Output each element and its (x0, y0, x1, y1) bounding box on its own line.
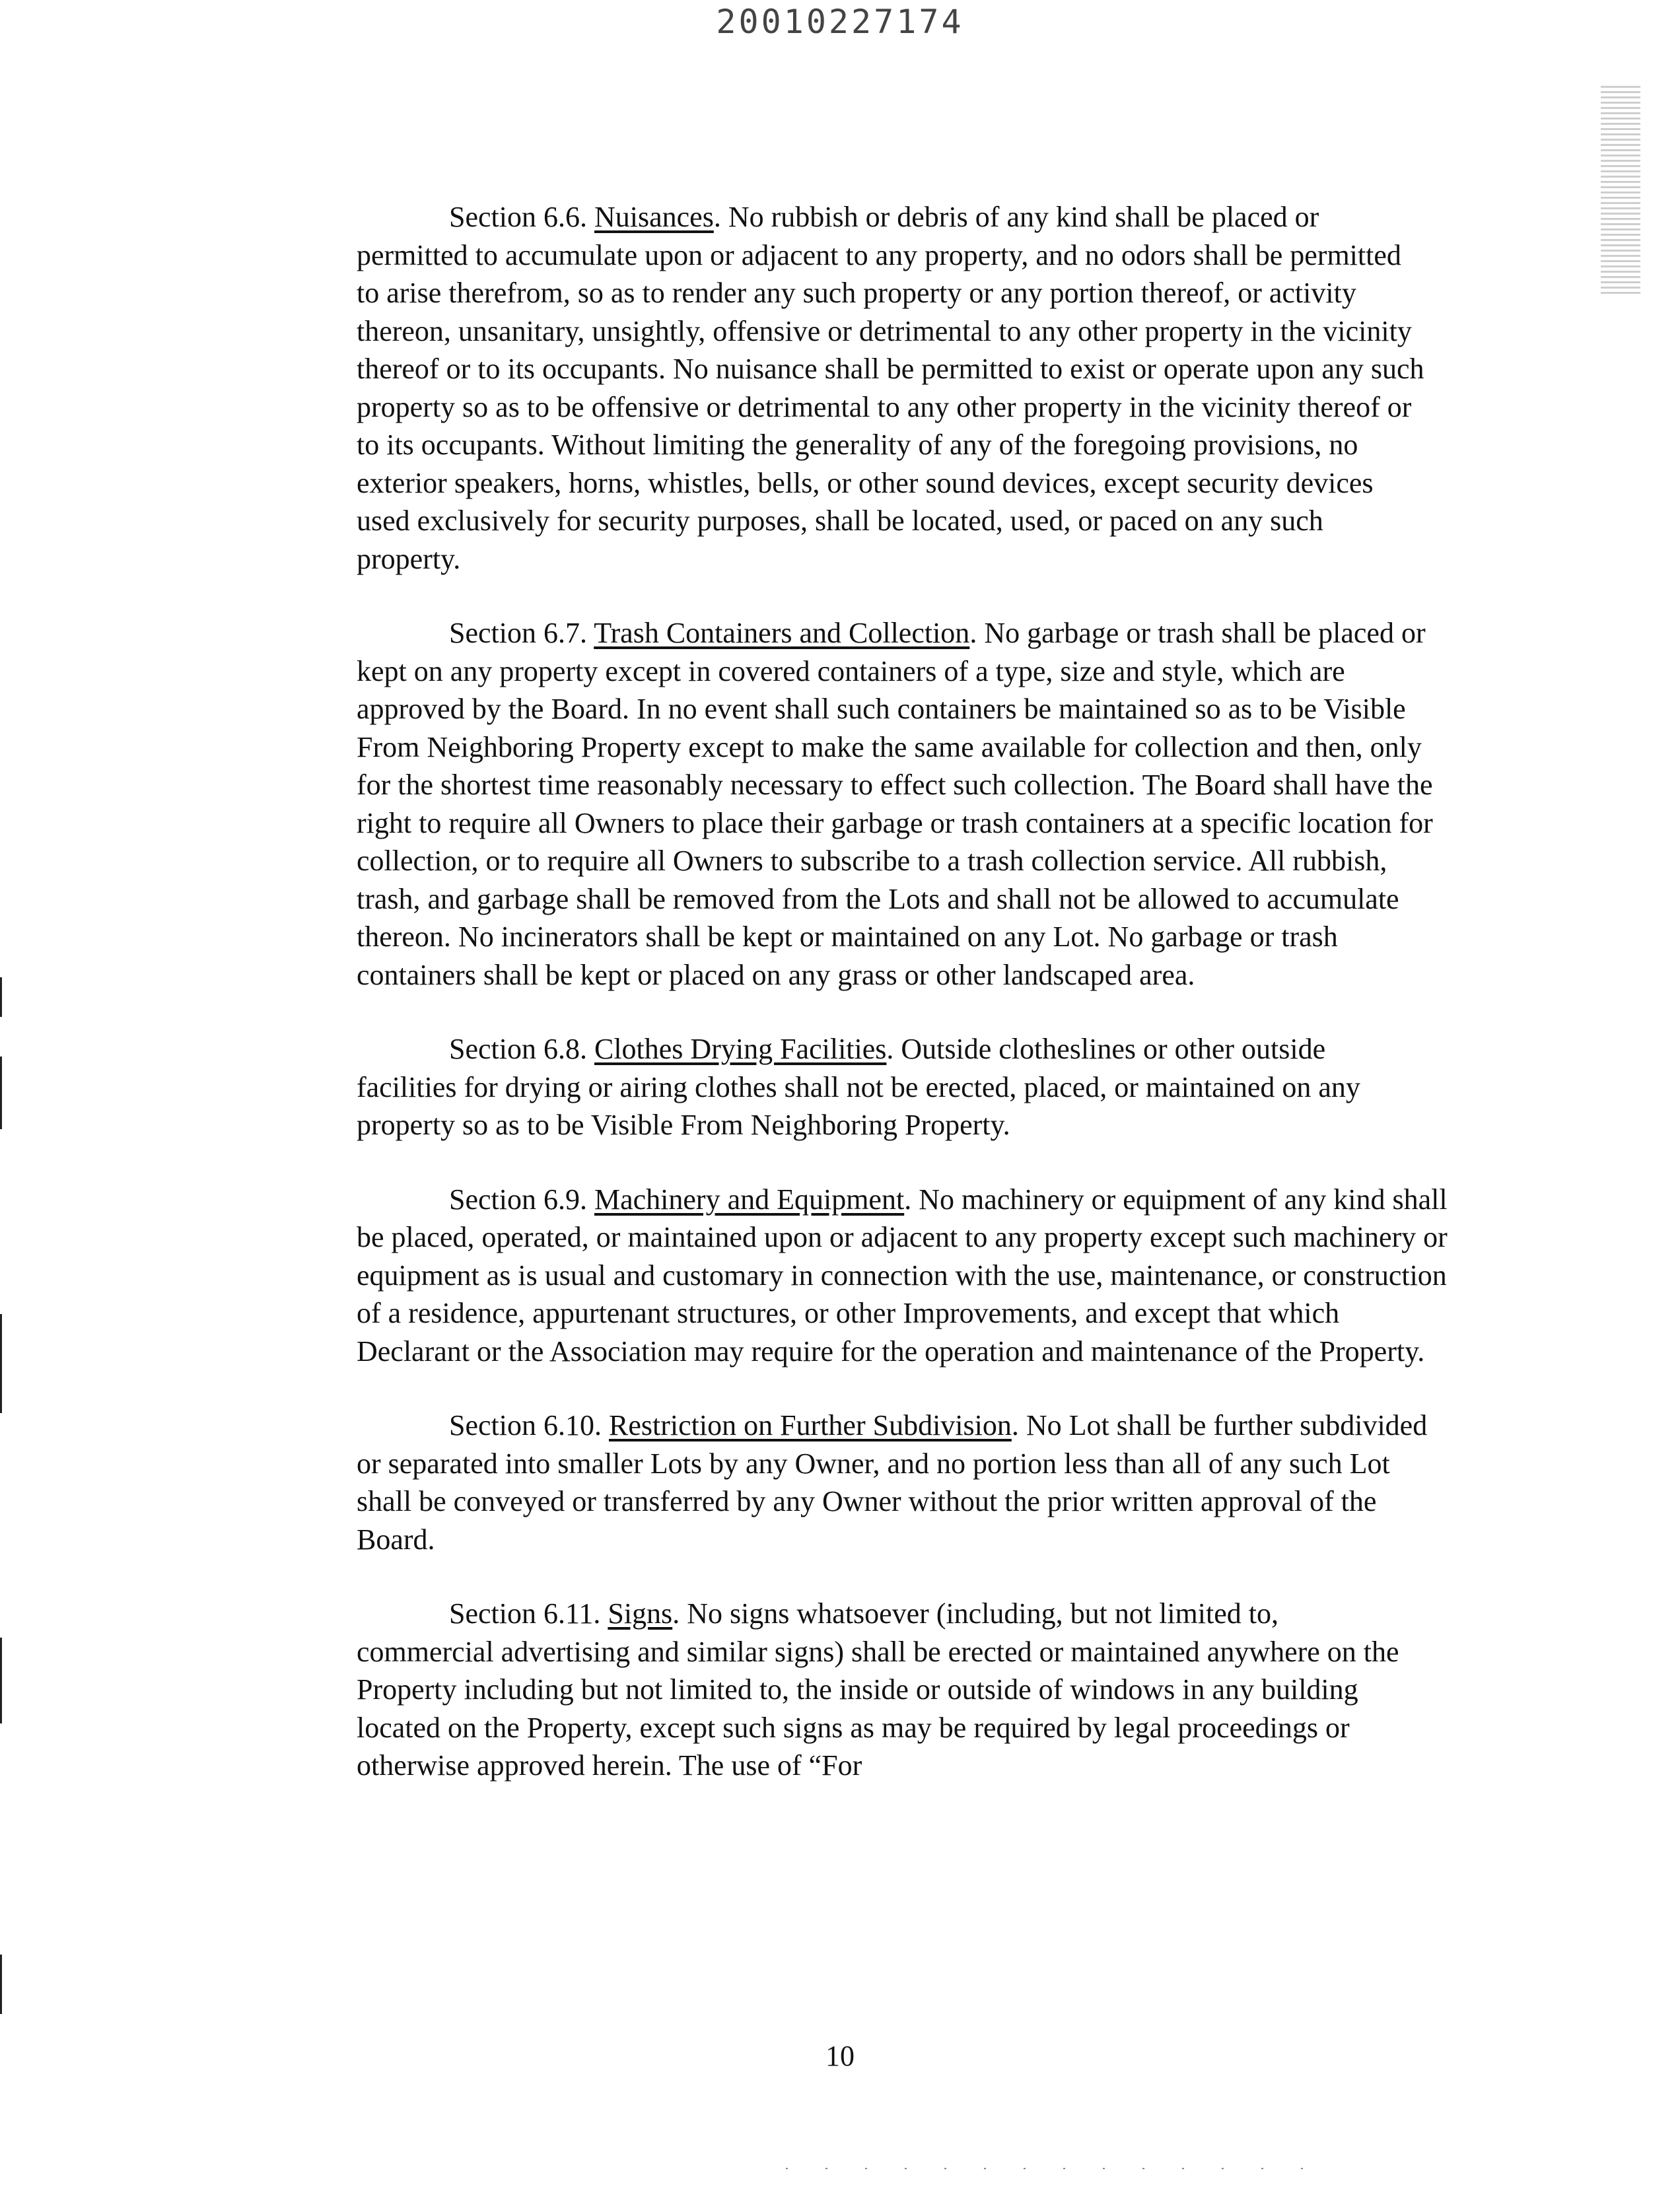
section-title: Nuisances (594, 201, 714, 233)
section-6-9 (357, 1181, 1453, 1371)
document-number: 20010227174 (716, 3, 964, 41)
scan-edge-mark (0, 1955, 2, 2014)
section-title: Trash Containers and Collection (594, 617, 970, 649)
section-text: . No rubbish or debris of any kind shall be placed or permitted to accumulate upon or adjacent to any property, and no odors shall be permitted to arise therefrom, so as to render any such property or any portion thereof, or activity thereon, unsanitary, unsightly, offensive or detrimental to any other property in the vicinity thereof or to its occupants. No nuisance shall be permitted to exist or operate upon any such property so as to be offensive or detrimental to any other property in the vicinity thereof or to its occupants. Without limiting the generality of any of the foregoing provisions, no exterior speakers, horns, whistles, bells, or other sound devices, except security devices used exclusively for security purposes, shall be located, used, or paced on any such property. (357, 201, 1424, 575)
section-number: Section 6.6. (449, 201, 587, 233)
section-title: Signs (608, 1597, 673, 1630)
section-number: Section 6.7. (449, 617, 587, 649)
section-6-8 (357, 1030, 1387, 1144)
section-number: Section 6.11. (449, 1597, 601, 1630)
scan-edge-mark (0, 1314, 2, 1413)
document-body (357, 198, 1453, 1821)
section-title: Restriction on Further Subdivision (608, 1409, 1012, 1441)
scan-stamp-mark (1601, 86, 1640, 297)
section-text: . No signs whatsoever (including, but not limited to, commercial advertising and similar signs) shall be erected or maintained anywhere on the Property including but not limited to, the inside or outside of windows in any building located on the Property, except such signs as may be required by legal proceedings or otherwise approved herein. The use of “For (357, 1597, 1399, 1782)
section-title: Machinery and Equipment (594, 1183, 905, 1216)
section-6-10 (357, 1406, 1440, 1558)
section-title: Clothes Drying Facilities (594, 1033, 887, 1065)
scan-edge-mark (0, 1638, 2, 1723)
section-text: . Outside clotheslines or other outside facilities for drying or airing clothes shall not be erected, placed, or maintained on any property so as to be Visible From Neighboring Property. (357, 1033, 1360, 1141)
scan-edge-mark (0, 1057, 2, 1129)
section-text: . No garbage or trash shall be placed or kept on any property except in covered containers of a type, size and style, which are approved by the Board. In no event shall such containers be maintained so as to be Visible From Neighboring Property except to make the same available for collection and then, only for the shortest time reasonably necessary to effect such collection. The Board shall have the right to require all Owners to place their garbage or trash containers at a specific location for collection, or to require all Owners to subscribe to a trash collection service. All rubbish, trash, and garbage shall be removed from the Lots and shall not be allowed to accumulate thereon. No incinerators shall be kept or maintained on any Lot. No garbage or trash containers shall be kept or placed on any grass or other landscaped area. (357, 617, 1433, 991)
section-number: Section 6.9. (449, 1183, 587, 1216)
section-text: . No Lot shall be further subdivided or separated into smaller Lots by any Owner, and no portion less than all of any such Lot shall be conveyed or transferred by any Owner without the prior written approval of the Board. (357, 1409, 1428, 1556)
scan-edge-mark (0, 977, 2, 1017)
section-number: Section 6.10. (449, 1409, 602, 1441)
section-number: Section 6.8. (449, 1033, 587, 1065)
page-number: 10 (825, 2040, 855, 2072)
section-6-11 (357, 1595, 1400, 1785)
section-text: . No machinery or equipment of any kind shall be placed, operated, or maintained upon or adjacent to any property except such machinery or equipment as is usual and customary in connection with the use, maintenance, or construction of a residence, appurtenant structures, or other Improvements, and except that which Declarant or the Association may require for the operation and maintenance of the Property. (357, 1183, 1448, 1368)
section-6-7 (357, 614, 1456, 994)
section-6-6 (357, 198, 1426, 578)
scan-bottom-dots (786, 2168, 1314, 2169)
